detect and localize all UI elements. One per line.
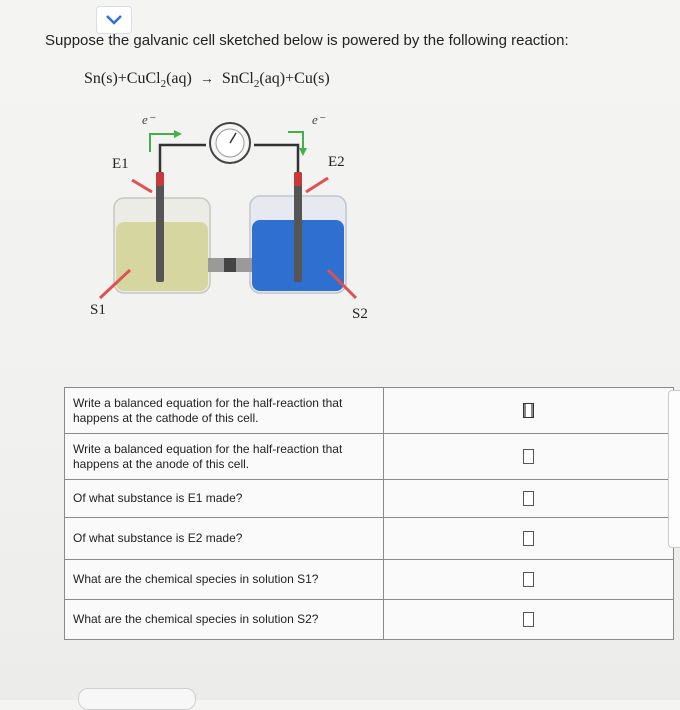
- electrode-label-e2: E2: [328, 154, 345, 170]
- question-cell: Of what substance is E1 made?: [65, 480, 384, 518]
- answer-box-icon[interactable]: [523, 449, 534, 464]
- table-row: [65, 388, 674, 434]
- table-row: [65, 518, 674, 560]
- question-cell: What are the chemical species in solution S2?: [65, 600, 384, 640]
- answer-box-icon[interactable]: [523, 612, 534, 627]
- question-cell: Write a balanced equation for the half-reaction that happens at the anode of this cell.: [65, 434, 384, 480]
- answer-cell[interactable]: [384, 600, 674, 640]
- electron-label-left: e⁻: [142, 112, 155, 127]
- solution-label-s1: S1: [90, 302, 106, 318]
- cell-illustration: [78, 110, 378, 330]
- products: SnCl$_2$(aq)+Cu(s): [221, 70, 330, 91]
- solution-label-s2: S2: [352, 306, 368, 322]
- reactant-sn: Sn(s): [84, 70, 118, 87]
- table-row: [65, 480, 674, 518]
- answer-box-icon[interactable]: [523, 491, 534, 506]
- reactant-cucl2: +CuCl$_2$(aq): [117, 70, 192, 91]
- table-row: [65, 434, 674, 480]
- electrode-label-e1: E1: [112, 156, 129, 172]
- reaction-equation: [84, 70, 330, 90]
- question-cell: What are the chemical species in solution S1?: [65, 560, 384, 600]
- question-table: [64, 387, 674, 640]
- answer-box-icon[interactable]: [523, 531, 534, 546]
- table-row: [65, 560, 674, 600]
- answer-box-icon[interactable]: [523, 572, 534, 587]
- side-panel-tab[interactable]: [668, 390, 680, 548]
- bottom-button[interactable]: [78, 688, 196, 710]
- table-row: [65, 600, 674, 640]
- question-cell: Of what substance is E2 made?: [65, 518, 384, 560]
- answer-cell[interactable]: [384, 388, 674, 434]
- chevron-down-icon: [105, 14, 123, 26]
- answer-box-icon[interactable]: [523, 403, 534, 418]
- galvanic-cell-diagram: [78, 110, 378, 330]
- answer-cell[interactable]: [384, 560, 674, 600]
- electron-label-right: e⁻: [312, 112, 325, 127]
- question-prompt: Suppose the galvanic cell sketched below is powered by the following reaction:: [45, 32, 569, 49]
- answer-cell[interactable]: [384, 434, 674, 480]
- question-cell: Write a balanced equation for the half-reaction that happens at the cathode of this cell.: [65, 388, 384, 434]
- answer-cell[interactable]: [384, 480, 674, 518]
- answer-cell[interactable]: [384, 518, 674, 560]
- collapse-button[interactable]: [96, 6, 132, 34]
- reaction-arrow: →: [199, 72, 214, 87]
